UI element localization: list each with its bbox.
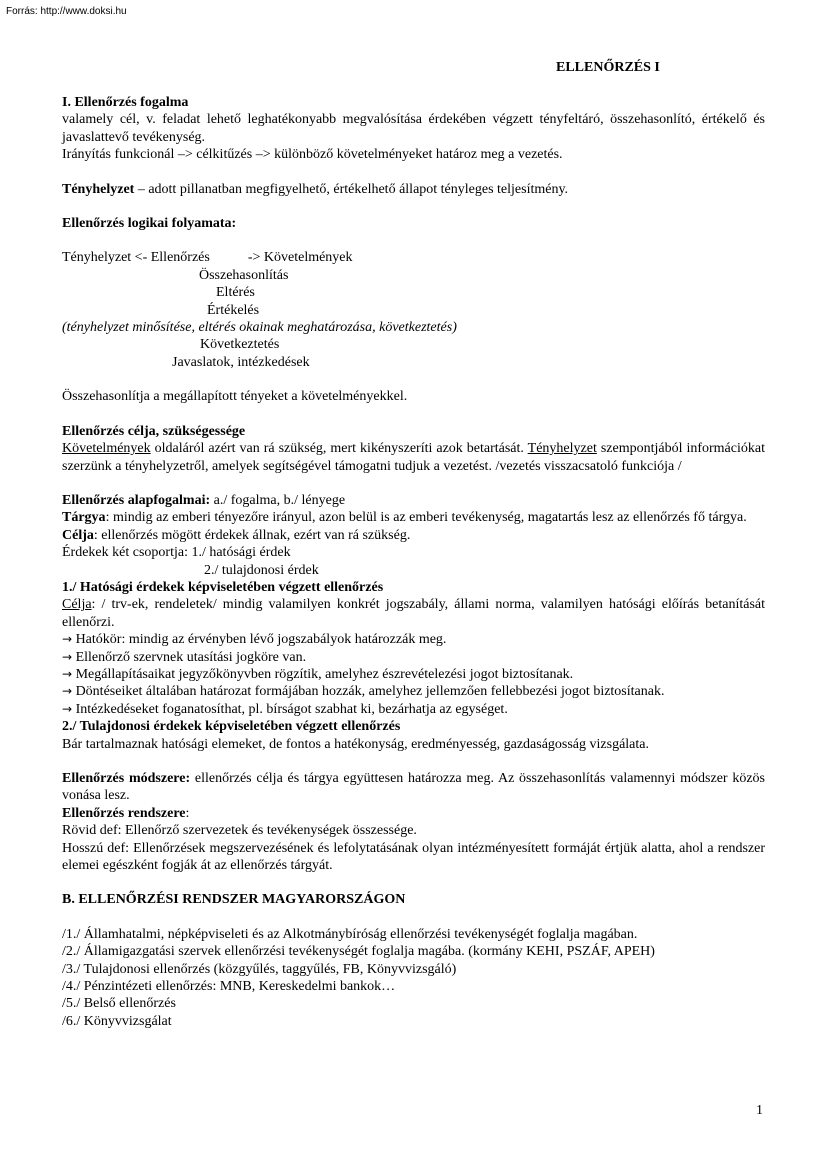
logic-step-evaluation: Értékelés [207, 302, 260, 318]
purpose-text-2: szempontjából információkat szerzünk a tényhelyzetről, amelyek segítségével támogatni tudjuk a vezetést. /vezetés visszacsatoló funkciója / [62, 441, 765, 474]
bullet-text: Megállapításaikat jegyzőkönyvben rögzítik, amelyhez észrevételezési jogot biztosítanak. [75, 666, 574, 682]
text-authority-goal: : / trv-ek, rendeletek/ mindig valamilyen konkrét jogszabály, állami norma, valamilyen hatósági előírás betanítását ellenőrzi. [62, 597, 765, 630]
text-goal: : ellenőrzés mögött érdekek állnak, ezért van rá szükség. [93, 527, 411, 543]
section-heading-purpose: Ellenőrzés célja, szükségessége [62, 423, 246, 439]
list-item: /3./ Tulajdonosi ellenőrzés (közgyűlés, taggyűlés, FB, Könyvvizsgáló) [62, 961, 457, 977]
system-heading-line [62, 805, 765, 822]
term-tenyhelyzet: Tényhelyzet [62, 181, 135, 197]
paragraph-authority-goal [62, 596, 765, 631]
paragraph-goal [62, 527, 765, 544]
arrow-icon: → [62, 684, 73, 699]
authority-bullet [62, 649, 765, 666]
source-note: Forrás: http://www.doksi.hu [6, 6, 127, 17]
authority-bullet [62, 631, 765, 648]
label-method: Ellenőrzés módszere: [62, 771, 191, 786]
logic-note: (tényhelyzet minősítése, eltérés okainak meghatározása, következtetés) [62, 320, 457, 336]
paragraph-management: Irányítás funkcionál –> célkitűzés –> különböző követelményeket határoz meg a vezetés. [62, 147, 563, 163]
list-item: /2./ Államigazgatási szervek ellenőrzési tevékenységét foglalja magába. (kormány KEHI, PSZÁF, APEH) [62, 944, 655, 960]
authority-bullet [62, 701, 765, 718]
section-heading-b: B. ELLENŐRZÉSI RENDSZER MAGYARORSZÁGON [62, 892, 406, 908]
arrow-icon: → [62, 632, 73, 647]
paragraph-subject [62, 509, 765, 526]
logic-row-1 [62, 249, 765, 266]
logic-step-deviation: Eltérés [216, 285, 255, 301]
bullet-text: Hatókör: mindig az érvényben lévő jogszabályok határozzák meg. [75, 632, 447, 648]
page-number: 1 [756, 1103, 763, 1118]
section-heading-authority: 1./ Hatósági érdekek képviseletében végzett ellenőrzés [62, 579, 384, 595]
label-subject: Tárgya [62, 510, 106, 526]
label-goal: Célja [62, 527, 94, 543]
def-tenyhelyzet: – adott pillanatban megfigyelhető, értékelhető állapot tényleges teljesítmény. [134, 181, 569, 197]
interests-line-1: Érdekek két csoportja: 1./ hatósági érdek [62, 545, 291, 561]
interests-line-2: 2./ tulajdonosi érdek [204, 562, 319, 578]
list-item: /5./ Belső ellenőrzés [62, 996, 176, 1012]
paragraph-definition: valamely cél, v. feladat lehető leghatékonyabb megvalósítása érdekében végzett tényfeltáró, összehasonlító, értékelő és javaslattevő tevékenység. [62, 112, 765, 145]
paragraph-short-def: Rövid def: Ellenőrző szervezetek és tevékenységek összessége. [62, 823, 417, 839]
logic-step-conclusion: Következtetés [200, 337, 280, 353]
section-heading-concept: I. Ellenőrzés fogalma [62, 95, 189, 110]
bullet-text: Intézkedéseket foganatosíthat, pl. bírságot szabhat ki, bezárhatja az egységet. [75, 701, 508, 717]
paragraph-tenyhelyzet [62, 181, 765, 198]
term-requirements: Követelmények [62, 441, 151, 457]
paragraph-long-def: Hosszú def: Ellenőrzések megszervezésének és lefolytatásának olyan intézményesített formáját értjük alatta, ahol a rendszer elemei egészként fogják át az ellenőrzés tárgyát. [62, 840, 765, 874]
basics-heading-rest: a./ fogalma, b./ lényege [210, 492, 346, 508]
logic-row-1-right: -> Követelmények [247, 250, 353, 266]
term-situation: Tényhelyzet [527, 441, 597, 457]
text-method: ellenőrzés célja és tárgya együttesen határozza meg. Az összehasonlítás valamennyi módszer közös vonása lesz. [62, 771, 765, 804]
page-title: ELLENŐRZÉS I [556, 60, 660, 75]
system-colon: : [185, 805, 190, 821]
document-body [62, 94, 765, 1030]
paragraph-compare: Összehasonlítja a megállapított tényeket a követelményekkel. [62, 389, 408, 405]
section-heading-logic: Ellenőrzés logikai folyamata: [62, 216, 237, 232]
basics-heading-line [62, 492, 765, 509]
authority-bullet [62, 683, 765, 700]
list-item: /4./ Pénzintézeti ellenőrzés: MNB, Kereskedelmi bankok… [62, 979, 396, 995]
section-heading-owner: 2./ Tulajdonosi érdekek képviseletében végzett ellenőrzés [62, 719, 401, 735]
arrow-icon: → [62, 649, 73, 664]
label-authority-goal: Célja [62, 597, 92, 613]
section-heading-basics: Ellenőrzés alapfogalmai: [62, 492, 211, 508]
paragraph-purpose [62, 440, 765, 475]
bullet-text: Ellenőrző szervnek utasítási jogköre van. [75, 649, 307, 665]
paragraph-method [62, 770, 765, 805]
list-item: /6./ Könyvvizsgálat [62, 1013, 172, 1029]
label-system: Ellenőrzés rendszere [62, 805, 186, 821]
logic-row-1-left: Tényhelyzet <- Ellenőrzés [62, 250, 210, 266]
text-subject: : mindig az emberi tényezőre irányul, azon belül is az emberi tevékenység, magatartás lesz az ellenőrzés fő tárgya. [105, 510, 747, 526]
authority-bullet [62, 666, 765, 683]
logic-step-compare: Összehasonlítás [199, 267, 289, 283]
list-item: /1./ Államhatalmi, népképviseleti és az Alkotmánybíróság ellenőrzési tevékenységét foglalja magában. [62, 926, 638, 942]
arrow-icon: → [62, 666, 73, 681]
paragraph-owner: Bár tartalmaznak hatósági elemeket, de fontos a hatékonyság, eredményesség, gazdaságosság vizsgálata. [62, 736, 649, 752]
bullet-text: Döntéseiket általában határozat formájában hozzák, amelyhez jellemzően fellebbezési jogot biztosítanak. [75, 684, 665, 700]
arrow-icon: → [62, 701, 73, 716]
logic-step-proposals: Javaslatok, intézkedések [172, 354, 310, 370]
purpose-text-1: oldaláról azért van rá szükség, mert kikényszeríti azok betartását. [150, 441, 528, 457]
